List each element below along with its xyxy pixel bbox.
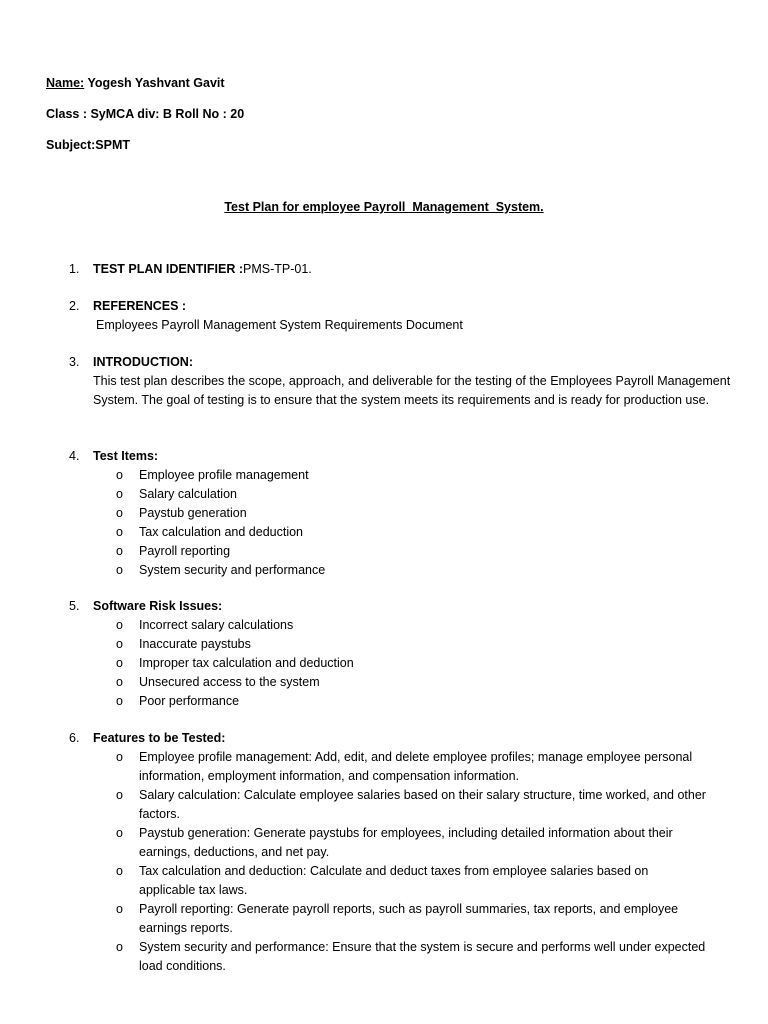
document-title: Test Plan for employee Payroll Management System. [224, 200, 544, 214]
bullet-marker: o [116, 544, 123, 558]
bullet-marker: o [116, 618, 123, 632]
bullet-marker: o [116, 902, 123, 916]
risk-issues-list [69, 616, 729, 711]
list-item [116, 616, 729, 635]
list-item [116, 938, 706, 976]
list-item-text: Inaccurate paystubs [139, 637, 251, 651]
list-item [116, 862, 706, 900]
list-item-text: Paystub generation [139, 506, 247, 520]
list-item [116, 692, 729, 711]
section-software-risk-issues [69, 597, 729, 711]
list-item [116, 673, 729, 692]
test-items-list [69, 466, 729, 580]
list-item-text: System security and performance: Ensure that the system is secure and performs well under expected load conditions. [139, 940, 706, 973]
subject-line: Subject:SPMT [46, 138, 131, 152]
bullet-marker: o [116, 525, 123, 539]
section-references [69, 297, 729, 335]
section-number: 4. [69, 449, 80, 463]
list-item [116, 523, 729, 542]
list-item [116, 485, 729, 504]
section-number: 5. [69, 599, 80, 613]
section-features-to-be-tested [69, 729, 729, 976]
list-item-text: Payroll reporting [139, 544, 231, 558]
list-item-text: System security and performance [139, 563, 326, 577]
list-item [116, 824, 706, 862]
section-title: Software Risk Issues: [93, 599, 223, 613]
list-item-text: Tax calculation and deduction: Calculate and deduct taxes from employee salaries based on applicable tax laws. [139, 864, 649, 897]
list-item-text: Employee profile management [139, 468, 309, 482]
section-introduction [69, 353, 729, 410]
list-item-text: Unsecured access to the system [139, 675, 320, 689]
list-item [116, 900, 706, 938]
bullet-marker: o [116, 637, 123, 651]
list-item-text: Employee profile management: Add, edit, and delete employee profiles; manage employee personal information, employment information, and compensation information. [139, 750, 693, 783]
list-item-text: Salary calculation [139, 487, 237, 501]
section-title: REFERENCES : [93, 299, 187, 313]
list-item-text: Tax calculation and deduction [139, 525, 304, 539]
list-item-text: Poor performance [139, 694, 240, 708]
section-number: 1. [69, 262, 80, 276]
name-value: Yogesh Yashvant Gavit [84, 76, 225, 90]
list-item [116, 561, 729, 580]
list-item-text: Paystub generation: Generate paystubs for employees, including detailed information about their earnings, deductions, and net pay. [139, 826, 673, 859]
list-item [116, 635, 729, 654]
section-text: Employees Payroll Management System Requirements Document [96, 318, 463, 332]
list-item-text: Salary calculation: Calculate employee salaries based on their salary structure, time worked, and other factors. [139, 788, 706, 821]
bullet-marker: o [116, 506, 123, 520]
bullet-marker: o [116, 940, 123, 954]
list-item [116, 504, 729, 523]
section-number: 3. [69, 355, 80, 369]
section-text: This test plan describes the scope, approach, and deliverable for the testing of the Employees Payroll Management System. The goal of testing is to ensure that the system meets its requirements and is ready for production use. [93, 374, 731, 407]
bullet-marker: o [116, 656, 123, 670]
section-test-plan-identifier [69, 260, 729, 279]
bullet-marker: o [116, 788, 123, 802]
bullet-marker: o [116, 563, 123, 577]
bullet-marker: o [116, 864, 123, 878]
list-item-text: Incorrect salary calculations [139, 618, 294, 632]
section-title: INTRODUCTION: [93, 355, 193, 369]
features-list [69, 748, 706, 976]
list-item-text: Improper tax calculation and deduction [139, 656, 354, 670]
section-title: Test Items: [93, 449, 159, 463]
list-item [116, 466, 729, 485]
list-item [116, 748, 706, 786]
bullet-marker: o [116, 468, 123, 482]
section-test-items [69, 447, 729, 580]
list-item-text: Payroll reporting: Generate payroll reports, such as payroll summaries, tax reports, and employee earnings reports. [139, 902, 679, 935]
bullet-marker: o [116, 694, 123, 708]
bullet-marker: o [116, 750, 123, 764]
name-line [46, 74, 225, 93]
name-label: Name: [46, 76, 85, 90]
bullet-marker: o [116, 675, 123, 689]
list-item [116, 542, 729, 561]
section-number: 6. [69, 731, 80, 745]
section-title: Features to be Tested: [93, 731, 226, 745]
list-item [116, 786, 706, 824]
section-value: PMS-TP-01. [243, 262, 312, 276]
bullet-marker: o [116, 826, 123, 840]
section-title: TEST PLAN IDENTIFIER : [93, 262, 243, 276]
list-item [116, 654, 729, 673]
bullet-marker: o [116, 487, 123, 501]
section-number: 2. [69, 299, 80, 313]
class-line: Class : SyMCA div: B Roll No : 20 [46, 107, 245, 121]
